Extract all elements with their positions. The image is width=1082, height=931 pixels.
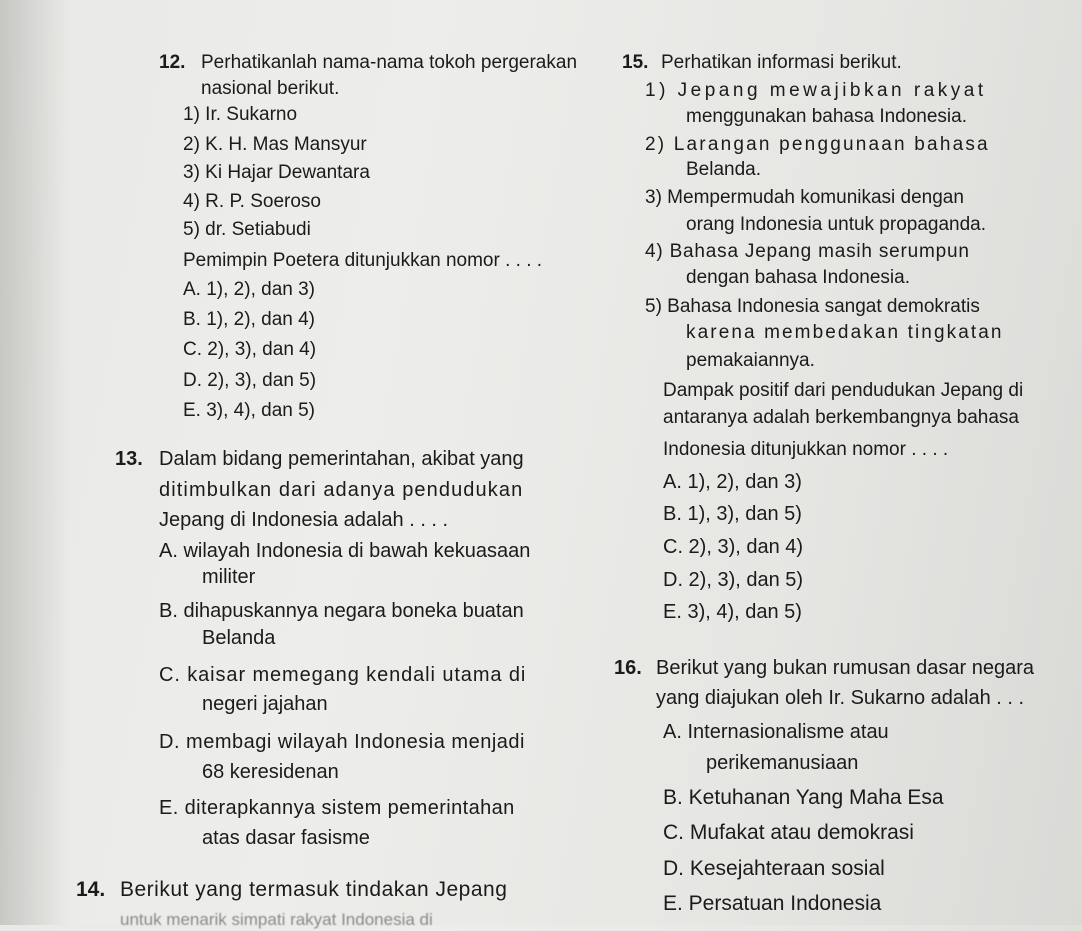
question-number: 12. — [159, 52, 186, 73]
info-item: 5) Bahasa Indonesia sangat demokratis — [645, 296, 980, 317]
info-item-cont: orang Indonesia untuk propaganda. — [686, 214, 987, 235]
question-text: Dalam bidang pemerintahan, akibat yang — [159, 448, 524, 470]
answer-option-d-cont: 68 keresidenan — [202, 761, 339, 783]
answer-option-b-cont: Belanda — [202, 627, 276, 649]
question-text: Perhatikanlah nama-nama tokoh pergerakan — [201, 52, 578, 73]
list-item: 3) Ki Hajar Dewantara — [183, 162, 370, 183]
question-prompt: antaranya adalah berkembangnya bahasa — [663, 407, 1019, 428]
answer-option-a-cont: militer — [202, 566, 256, 588]
answer-option-e[interactable]: E. Persatuan Indonesia — [663, 892, 882, 915]
answer-option-c[interactable]: C. 2), 3), dan 4) — [663, 536, 804, 558]
question-number: 15. — [622, 52, 649, 73]
answer-option-d[interactable]: D. 2), 3), dan 5) — [663, 569, 804, 591]
answer-option-a-cont: perikemanusiaan — [706, 752, 859, 774]
info-item-cont: dengan bahasa Indonesia. — [686, 267, 910, 288]
question-number: 16. — [614, 657, 642, 679]
answer-option-a[interactable]: A. wilayah Indonesia di bawah kekuasaan — [159, 540, 531, 562]
answer-option-b[interactable]: B. dihapuskannya negara boneka buatan — [159, 600, 524, 622]
info-item: 1) Jepang mewajibkan rakyat — [645, 80, 987, 101]
list-item: 5) dr. Setiabudi — [183, 219, 311, 240]
answer-option-e[interactable]: E. 3), 4), dan 5) — [663, 601, 802, 623]
info-item-cont: menggunakan bahasa Indonesia. — [686, 106, 968, 127]
answer-option-c[interactable]: C. Mufakat atau demokrasi — [663, 821, 914, 844]
answer-option-e[interactable]: E. 3), 4), dan 5) — [183, 400, 316, 421]
info-item-cont: pemakaiannya. — [686, 350, 815, 371]
answer-option-c[interactable]: C. 2), 3), dan 4) — [183, 339, 317, 360]
info-item: 3) Mempermudah komunikasi dengan — [645, 187, 964, 208]
answer-option-e[interactable]: E. diterapkannya sistem pemerintahan — [159, 797, 515, 819]
question-text: ditimbulkan dari adanya pendudukan — [159, 479, 524, 501]
question-prompt: Pemimpin Poetera ditunjukkan nomor . . . . — [183, 250, 543, 271]
answer-option-d[interactable]: D. 2), 3), dan 5) — [183, 370, 317, 391]
question-text: Perhatikan informasi berikut. — [661, 52, 902, 73]
answer-option-b[interactable]: B. 1), 2), dan 4) — [183, 309, 316, 330]
answer-option-d[interactable]: D. membagi wilayah Indonesia menjadi — [159, 731, 525, 753]
info-item-cont: karena membedakan tingkatan — [686, 322, 1004, 343]
answer-option-a[interactable]: A. 1), 2), dan 3) — [663, 471, 802, 493]
question-prompt: Dampak positif dari pendudukan Jepang di — [663, 380, 1024, 401]
question-prompt: Indonesia ditunjukkan nomor . . . . — [663, 439, 949, 460]
question-text: yang diajukan oleh Ir. Sukarno adalah . . . — [656, 687, 1025, 709]
question-text: Berikut yang bukan rumusan dasar negara — [656, 657, 1035, 679]
list-item: 2) K. H. Mas Mansyur — [183, 134, 367, 155]
answer-option-b[interactable]: B. Ketuhanan Yang Maha Esa — [663, 786, 944, 809]
question-text: nasional berikut. — [201, 78, 340, 99]
answer-option-c-cont: negeri jajahan — [202, 693, 328, 715]
info-item: 2) Larangan penggunaan bahasa — [645, 134, 990, 155]
question-number: 13. — [115, 448, 143, 470]
page-edge-shadow — [0, 0, 70, 925]
info-item: 4) Bahasa Jepang masih serumpun — [645, 241, 970, 262]
answer-option-a[interactable]: A. 1), 2), dan 3) — [183, 279, 316, 300]
question-text: Berikut yang termasuk tindakan Jepang — [120, 878, 508, 901]
list-item: 4) R. P. Soeroso — [183, 191, 322, 212]
answer-option-d[interactable]: D. Kesejahteraan sosial — [663, 857, 885, 880]
list-item: 1) Ir. Sukarno — [183, 104, 298, 125]
answer-option-b[interactable]: B. 1), 3), dan 5) — [663, 503, 802, 525]
question-number: 14. — [76, 878, 106, 901]
info-item-cont: Belanda. — [686, 159, 762, 180]
question-text-cut-off: untuk menarik simpati rakyat Indonesia di — [120, 910, 433, 929]
answer-option-c[interactable]: C. kaisar memegang kendali utama di — [159, 664, 527, 686]
answer-option-e-cont: atas dasar fasisme — [202, 827, 370, 849]
answer-option-a[interactable]: A. Internasionalisme atau — [663, 721, 889, 743]
question-text: Jepang di Indonesia adalah . . . . — [159, 509, 449, 531]
